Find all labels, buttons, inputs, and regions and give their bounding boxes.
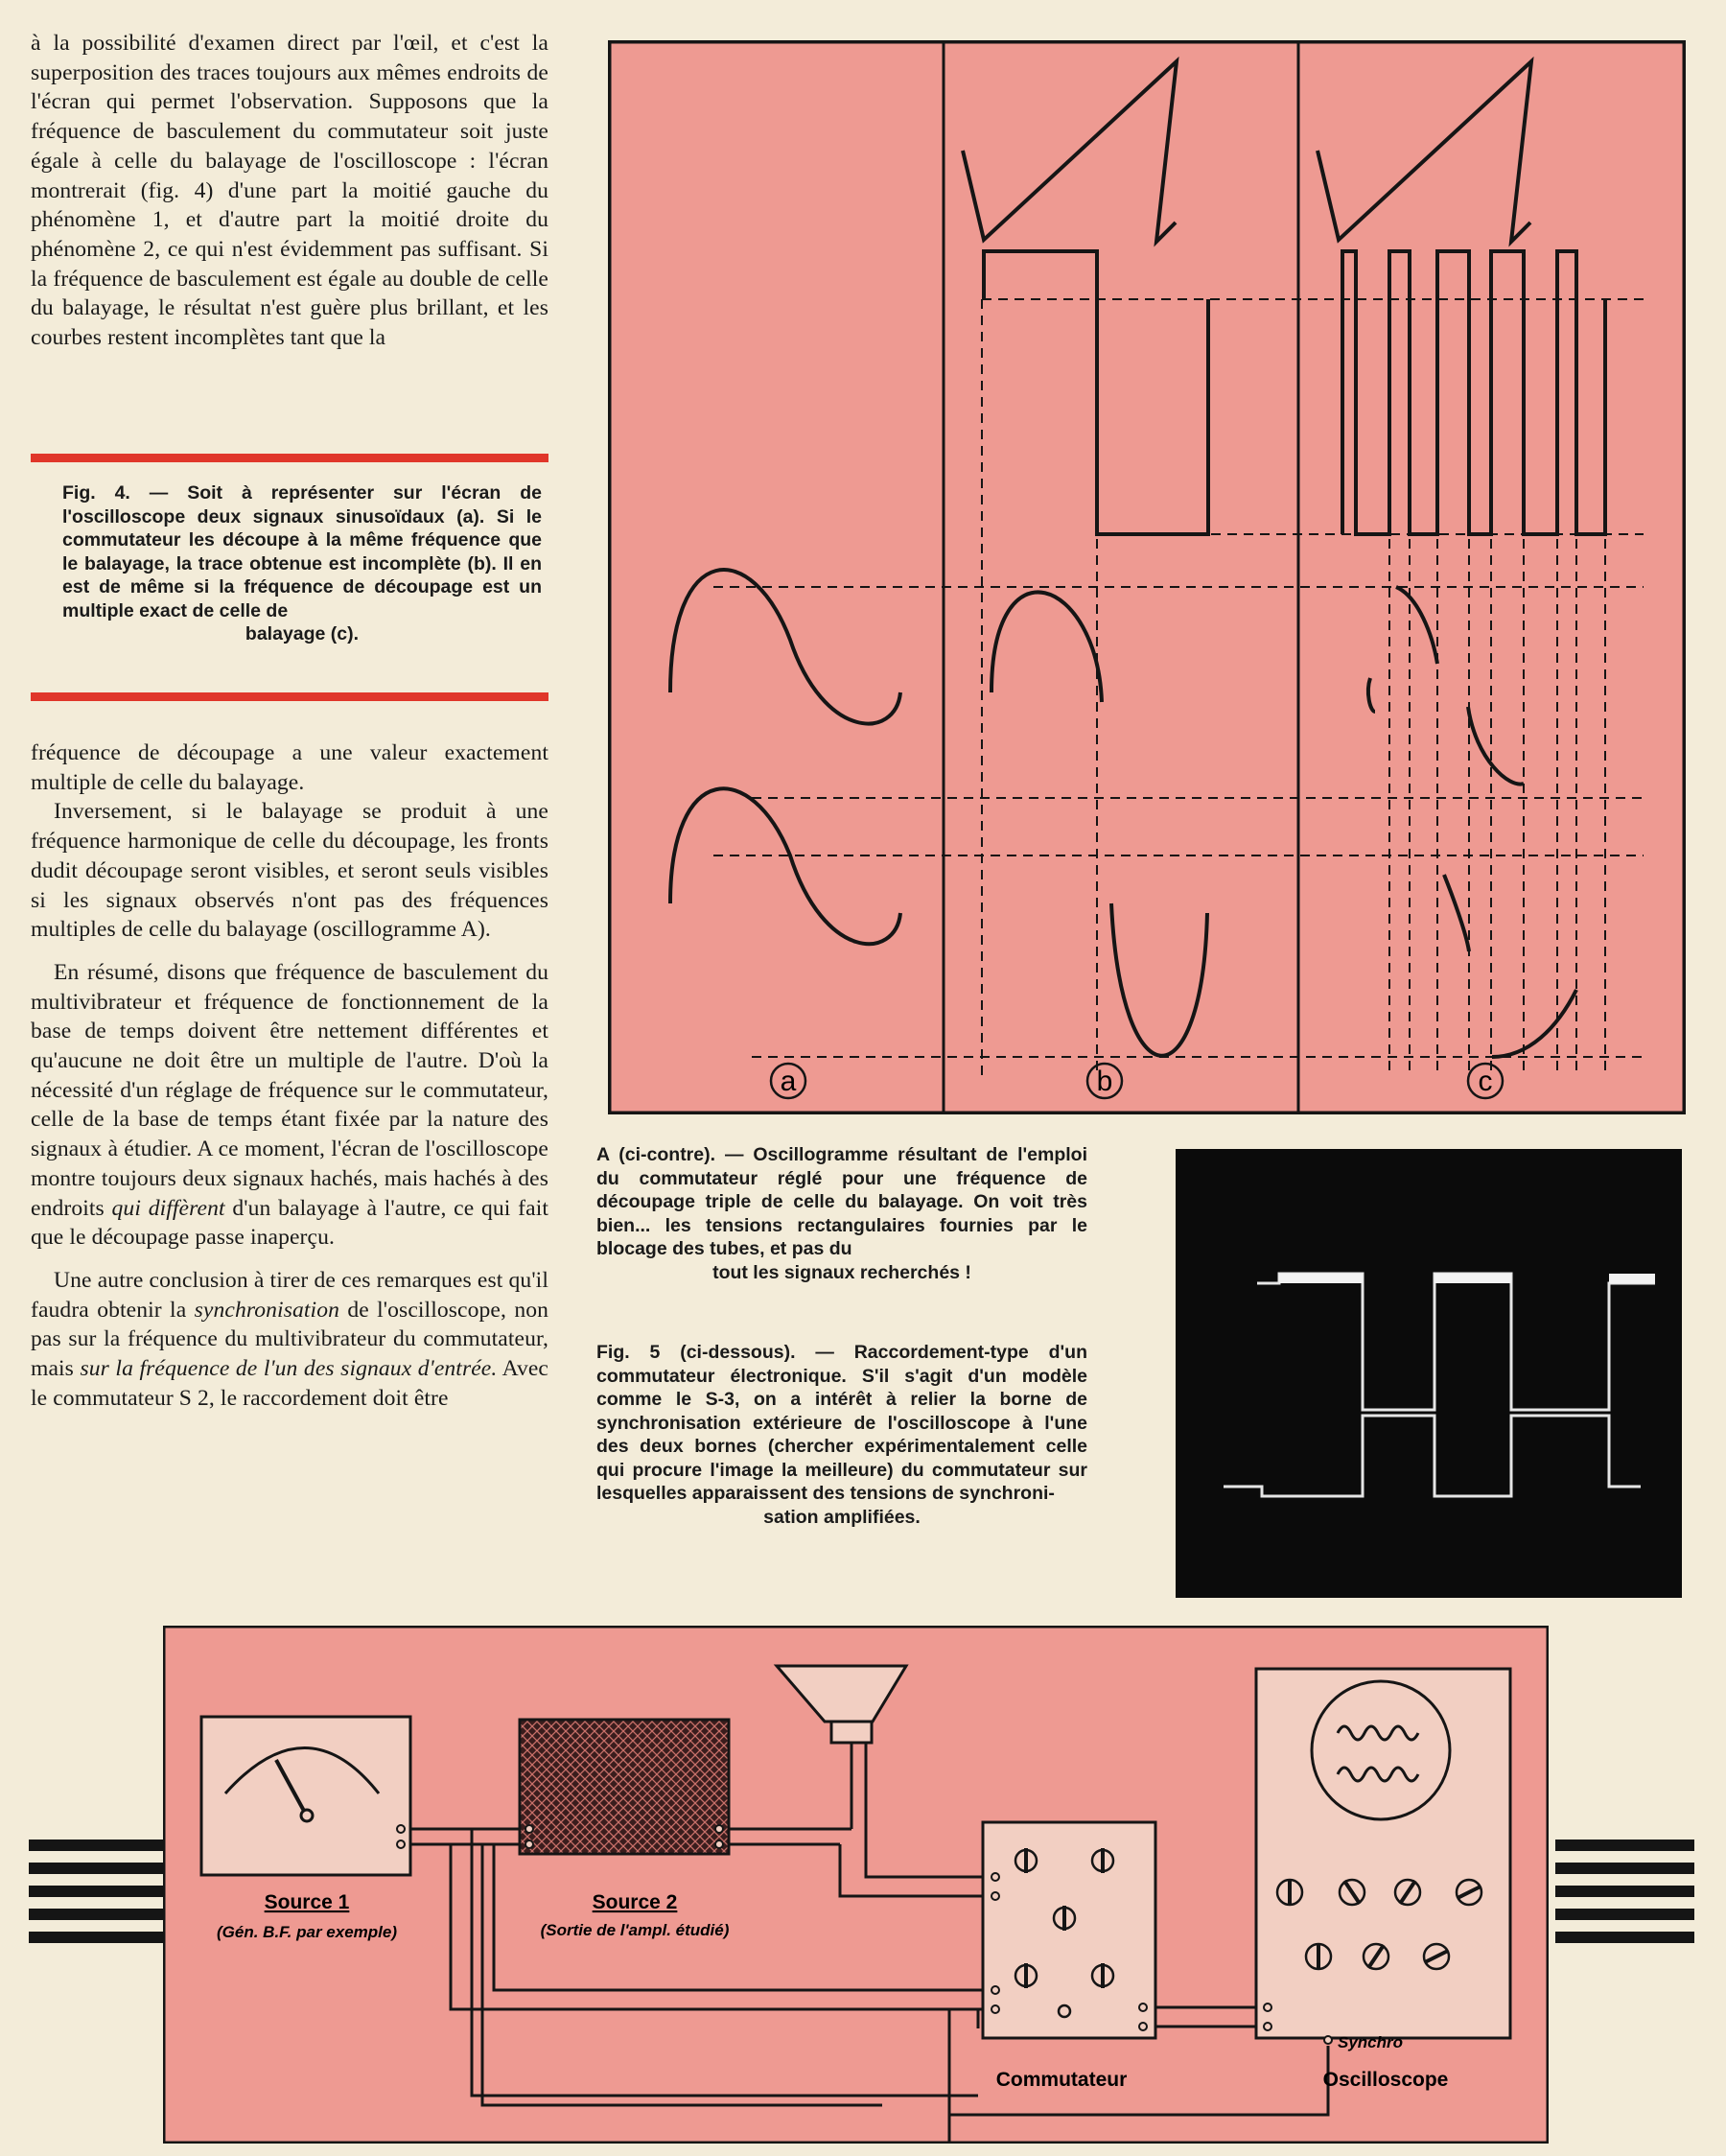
left-stripes [29,1840,173,1943]
synchro-label: Synchro [1338,2033,1404,2051]
fig5-caption [596,1341,1087,1529]
screen-icon [1312,1681,1450,1819]
source-2-device [520,1720,729,1854]
source-1-sublabel: (Gén. B.F. par exemple) [217,1923,397,1941]
p4-text-b: de l'oscilloscope, non pas sur la fréquence du multivibrateur du commutateur, mais [31,1297,549,1382]
p4-text-c: Avec le commutateur S 2, le raccordement doit être [31,1356,549,1411]
paragraph-1: fréquence de découpage a une valeur exactement multiple de celle du balayage. [31,740,548,795]
trace-highlight-3 [1609,1274,1655,1283]
source-2-sublabel: (Sortie de l'ampl. étudié) [540,1921,730,1939]
label-c: c [1478,1066,1493,1097]
source-1-device [201,1717,410,1875]
photo-background [1176,1149,1682,1598]
caption-fig5-end: sation amplifiées. [763,1506,921,1528]
p4-emphasis-1: synchronisation [194,1297,339,1323]
article-text-top [31,29,548,353]
label-b: b [1096,1066,1113,1097]
label-a: a [780,1066,797,1097]
oscillogram-photo [1176,1149,1682,1598]
oscilloscope-device [1256,1669,1510,2044]
p3-emphasis: qui diffèrent [111,1195,225,1221]
paragraph-2: Inversement, si le balayage se produit à une fréquence harmonique de celle du découpage, les fronts dudit découpage seront visibles, et seront seuls visibles si les signaux observés n'ont pas des fréquences multiples de celle du balayage (oscillogramme A). [31,799,548,943]
trace-highlight-2 [1434,1274,1511,1283]
figure-4-waveforms [608,40,1686,1114]
paragraph: à la possibilité d'examen direct par l'œil, et c'est la superposition des traces toujours aux mêmes endroits de l'écran qui permet l'observation. Supposons que la fréquence de basculement du commutateur soit juste égale à celle du balayage de l'oscilloscope : l'écran montrerait (fig. 4) d'une part la moitié gauche du phénomène 1, et d'autre part la moitié droite du phénomène 2, ce qui n'est évidemment pas suffisant. Si la fréquence de basculement est égale au double de celle du balayage, le résultat n'est guère plus brillant, et les courbes restent incomplètes tant que la [31,31,548,351]
figure-5-connection-diagram [163,1626,1549,2144]
caption-fig5-text: Fig. 5 (ci-dessous). — Raccordement-type d'un commutateur électronique. S'il s'agit d'un modèle comme le S-3, on a intérêt à relier la borne de synchronisation extérieure de l'oscilloscope à l'une des deux bornes (chercher expérimentalement celle qui procure l'image la meilleure) du commutateur sur lesquelles apparaissent des tensions de synchroni- [596,1342,1087,1504]
fig4-caption-text: Fig. 4. — Soit à représenter sur l'écran de l'oscilloscope deux signaux sinusoïdaux (a). Si le commutateur les découpe à la même fréquence que le balayage, la trace obtenue est incomplète (b). Il en est de même si la fréquence de découpage est un multiple exact de celle de [62,482,542,621]
oscillogram-caption [596,1143,1087,1284]
commutateur-device [983,1822,1155,2038]
paragraph-3 [31,958,548,1253]
source-2-label: Source 2 [592,1891,678,1913]
caption-rule-top [31,454,548,462]
fig4-caption-end: balayage (c). [245,623,360,644]
right-stripes [1555,1840,1694,1943]
commutateur-label: Commutateur [995,2069,1128,2091]
p4-emphasis-2: sur la fréquence de l'un des signaux d'entrée. [80,1356,498,1382]
p4-text-a: Une autre conclusion à tirer de ces remarques est qu'il faudra obtenir la [31,1267,548,1323]
p3-text: En résumé, disons que fréquence de basculement du multivibrateur et fréquence de fonctionnement de la base de temps doivent être nettement différentes et qu'aucune ne doit être un multiple de l'autre. D'où la nécessité d'un réglage de fréquence sur le commutateur, celle de la base de temps étant fixée par la nature des signaux à étudier. A ce moment, l'écran de l'oscilloscope montre toujours deux signaux hachés, mais hachés à des endroits [31,959,548,1221]
paragraph-4 [31,1266,548,1414]
fig4-caption [62,481,542,646]
source-1-label: Source 1 [264,1891,350,1913]
caption-a-text: A (ci-contre). — Oscillogramme résultant de l'emploi du commutateur réglé pour une fréquence de découpage triple de celle du balayage. On voit très bien... les tensions rectangulaires fournies par le blocage des tubes, et pas du [596,1144,1087,1259]
oscilloscope-label: Oscilloscope [1322,2069,1449,2091]
caption-rule-bottom [31,692,548,701]
article-text-bottom [31,738,548,1413]
caption-a-end: tout les signaux recherchés ! [712,1261,971,1283]
p3-text-end: d'un balayage à l'autre, ce qui fait que le découpage passe inaperçu. [31,1195,549,1251]
trace-highlight-1 [1279,1274,1363,1283]
